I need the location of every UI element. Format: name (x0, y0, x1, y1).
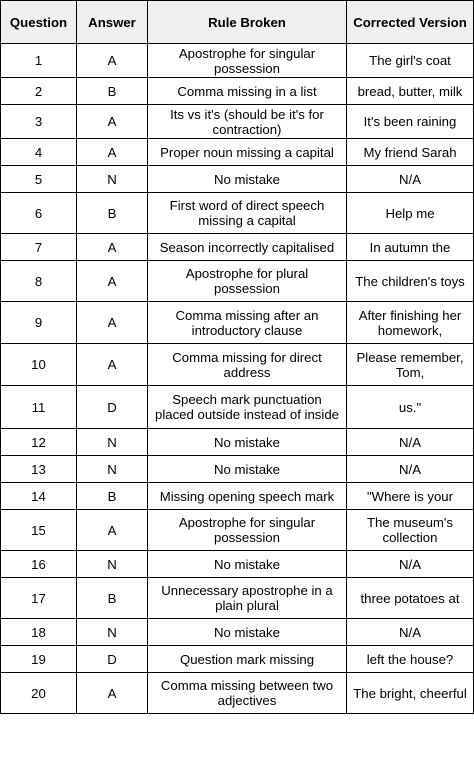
corrected-version-cell: After finishing her homework, (347, 302, 474, 344)
rule-broken-cell: Apostrophe for plural possession (148, 261, 347, 302)
question-cell: 8 (1, 261, 77, 302)
corrected-version-cell: three potatoes at (347, 578, 474, 619)
question-cell: 13 (1, 456, 77, 483)
corrected-version-cell: It's been raining (347, 105, 474, 139)
question-cell: 10 (1, 344, 77, 386)
question-cell: 20 (1, 673, 77, 714)
table-row (1, 386, 474, 429)
question-cell: 14 (1, 483, 77, 510)
answer-cell: A (77, 302, 148, 344)
corrected-version-cell: My friend Sarah (347, 139, 474, 166)
table-row (1, 456, 474, 483)
table-row (1, 261, 474, 302)
question-cell: 2 (1, 78, 77, 105)
corrected-version-cell: The bright, cheerful (347, 673, 474, 714)
table-row (1, 44, 474, 78)
answer-cell: B (77, 193, 148, 234)
rule-broken-cell: Comma missing after an introductory clause (148, 302, 347, 344)
rule-broken-cell: No mistake (148, 429, 347, 456)
question-cell: 9 (1, 302, 77, 344)
corrected-version-cell: Help me (347, 193, 474, 234)
rule-broken-cell: Unnecessary apostrophe in a plain plural (148, 578, 347, 619)
corrected-version-cell: In autumn the (347, 234, 474, 261)
answer-cell: B (77, 483, 148, 510)
corrected-version-cell: us." (347, 386, 474, 429)
answer-cell: A (77, 139, 148, 166)
rule-broken-cell: Comma missing between two adjectives (148, 673, 347, 714)
answer-cell: A (77, 344, 148, 386)
corrected-version-cell: left the house? (347, 646, 474, 673)
corrected-version-cell: Please remember, Tom, (347, 344, 474, 386)
answer-cell: N (77, 429, 148, 456)
answer-cell: A (77, 44, 148, 78)
corrected-version-cell: The girl's coat (347, 44, 474, 78)
answer-cell: N (77, 166, 148, 193)
table-row (1, 510, 474, 551)
question-cell: 17 (1, 578, 77, 619)
header-rule-broken: Rule Broken (148, 1, 347, 44)
rule-broken-cell: Proper noun missing a capital (148, 139, 347, 166)
answer-cell: D (77, 646, 148, 673)
table-row (1, 646, 474, 673)
table-row (1, 234, 474, 261)
rule-broken-cell: No mistake (148, 619, 347, 646)
table-row (1, 344, 474, 386)
header-corrected-version: Corrected Version (347, 1, 474, 44)
answer-cell: B (77, 578, 148, 619)
table-row (1, 78, 474, 105)
rule-broken-cell: No mistake (148, 551, 347, 578)
answer-cell: A (77, 105, 148, 139)
answer-cell: A (77, 510, 148, 551)
question-cell: 3 (1, 105, 77, 139)
rule-broken-cell: First word of direct speech missing a capital (148, 193, 347, 234)
table-row (1, 105, 474, 139)
header-answer: Answer (77, 1, 148, 44)
table-row (1, 619, 474, 646)
answer-cell: B (77, 78, 148, 105)
question-cell: 16 (1, 551, 77, 578)
corrected-version-cell: N/A (347, 456, 474, 483)
question-cell: 6 (1, 193, 77, 234)
corrected-version-cell: The children's toys (347, 261, 474, 302)
table-row (1, 302, 474, 344)
question-cell: 11 (1, 386, 77, 429)
rule-broken-cell: Comma missing for direct address (148, 344, 347, 386)
question-cell: 12 (1, 429, 77, 456)
header-row (1, 1, 474, 44)
answer-cell: N (77, 619, 148, 646)
rule-broken-cell: Missing opening speech mark (148, 483, 347, 510)
question-cell: 18 (1, 619, 77, 646)
question-cell: 15 (1, 510, 77, 551)
rule-broken-cell: Comma missing in a list (148, 78, 347, 105)
table-row (1, 673, 474, 714)
rule-broken-cell: Speech mark punctuation placed outside instead of inside (148, 386, 347, 429)
rule-broken-cell: Apostrophe for singular possession (148, 510, 347, 551)
rule-broken-cell: No mistake (148, 166, 347, 193)
corrected-version-cell: N/A (347, 551, 474, 578)
answer-cell: N (77, 551, 148, 578)
answer-cell: A (77, 261, 148, 302)
answer-cell: A (77, 234, 148, 261)
corrected-version-cell: N/A (347, 619, 474, 646)
question-cell: 1 (1, 44, 77, 78)
question-cell: 5 (1, 166, 77, 193)
corrected-version-cell: bread, butter, milk (347, 78, 474, 105)
question-cell: 4 (1, 139, 77, 166)
table-row (1, 483, 474, 510)
corrected-version-cell: "Where is your (347, 483, 474, 510)
answer-cell: A (77, 673, 148, 714)
answer-cell: N (77, 456, 148, 483)
table-row (1, 578, 474, 619)
question-cell: 7 (1, 234, 77, 261)
corrected-version-cell: N/A (347, 429, 474, 456)
rule-broken-cell: No mistake (148, 456, 347, 483)
corrected-version-cell: N/A (347, 166, 474, 193)
rule-broken-cell: Its vs it's (should be it's for contraction) (148, 105, 347, 139)
answer-cell: D (77, 386, 148, 429)
header-question: Question (1, 1, 77, 44)
table-row (1, 139, 474, 166)
table-row (1, 551, 474, 578)
question-cell: 19 (1, 646, 77, 673)
corrected-version-cell: The museum's collection (347, 510, 474, 551)
table-row (1, 429, 474, 456)
table-row (1, 193, 474, 234)
rule-broken-cell: Question mark missing (148, 646, 347, 673)
table-row (1, 166, 474, 193)
rule-broken-cell: Apostrophe for singular possession (148, 44, 347, 78)
rule-broken-cell: Season incorrectly capitalised (148, 234, 347, 261)
